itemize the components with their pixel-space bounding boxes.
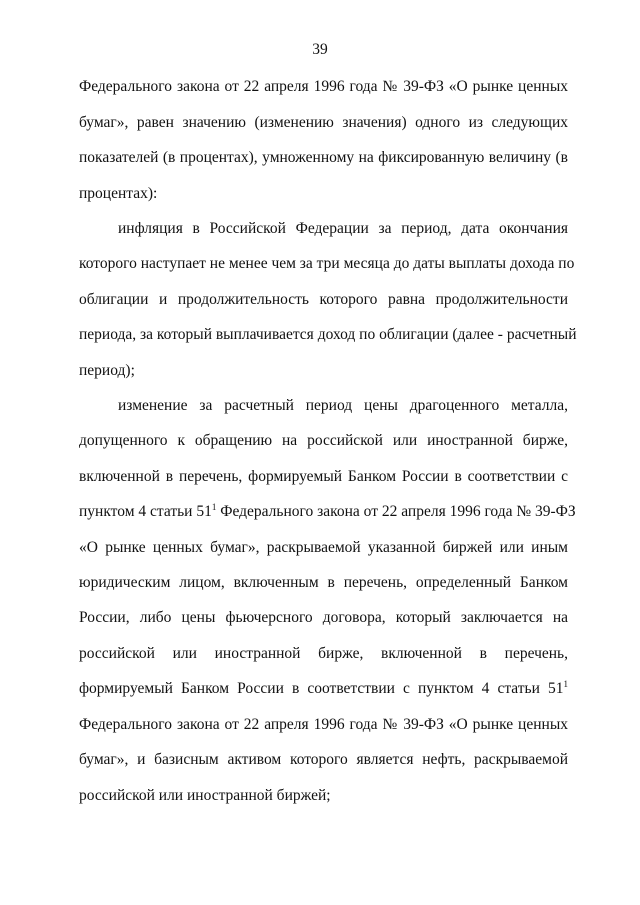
text-line: Федерального закона от 22 апреля 1996 года № 39-ФЗ «О рынке ценных <box>79 716 568 733</box>
superscript: 1 <box>211 502 217 512</box>
text-line: России, либо цены фьючерсного договора, который заключается на <box>79 609 568 626</box>
text-line: юридическим лицом, включенным в перечень, определенный Банком <box>79 574 568 591</box>
text-line: периода, за который выплачивается доход по облигации (далее - расчетный <box>79 326 577 343</box>
text-line-with-superscript <box>79 502 576 523</box>
text-segment: Федерального закона от 22 апреля 1996 года № 39-ФЗ <box>216 503 576 520</box>
text-line: Федерального закона от 22 апреля 1996 года № 39-ФЗ «О рынке ценных <box>79 78 568 95</box>
text-line: российской или иностранной бирже, включенной в перечень, <box>79 645 568 662</box>
text-line: показателей (в процентах), умноженному на фиксированную величину (в <box>79 149 568 166</box>
text-segment: формируемый Банком России в соответствии с пунктом 4 статьи 51 <box>79 680 564 697</box>
text-line: «О рынке ценных бумаг», раскрываемой указанной биржей или иным <box>79 539 568 556</box>
text-line: период); <box>79 362 135 379</box>
text-line: бумаг», и базисным активом которого является нефть, раскрываемой <box>79 751 568 768</box>
text-line: процентах): <box>79 185 158 202</box>
text-line: допущенного к обращению на российской или иностранной бирже, <box>79 432 568 449</box>
text-line: облигации и продолжительность которого равна продолжительности <box>79 291 568 308</box>
text-line: изменение за расчетный период цены драгоценного металла, <box>118 397 568 414</box>
page-number: 39 <box>312 41 328 58</box>
text-line: российской или иностранной биржей; <box>79 787 331 804</box>
text-segment: пунктом 4 статьи 51 <box>79 503 212 520</box>
text-line: которого наступает не менее чем за три месяца до даты выплаты дохода по <box>79 255 575 272</box>
superscript: 1 <box>563 679 568 689</box>
text-line: включенной в перечень, формируемый Банком России в соответствии с <box>79 468 568 485</box>
text-line-with-superscript <box>79 679 568 700</box>
text-line: бумаг», равен значению (изменению значения) одного из следующих <box>79 114 568 131</box>
text-line: инфляция в Российской Федерации за период, дата окончания <box>118 220 568 237</box>
